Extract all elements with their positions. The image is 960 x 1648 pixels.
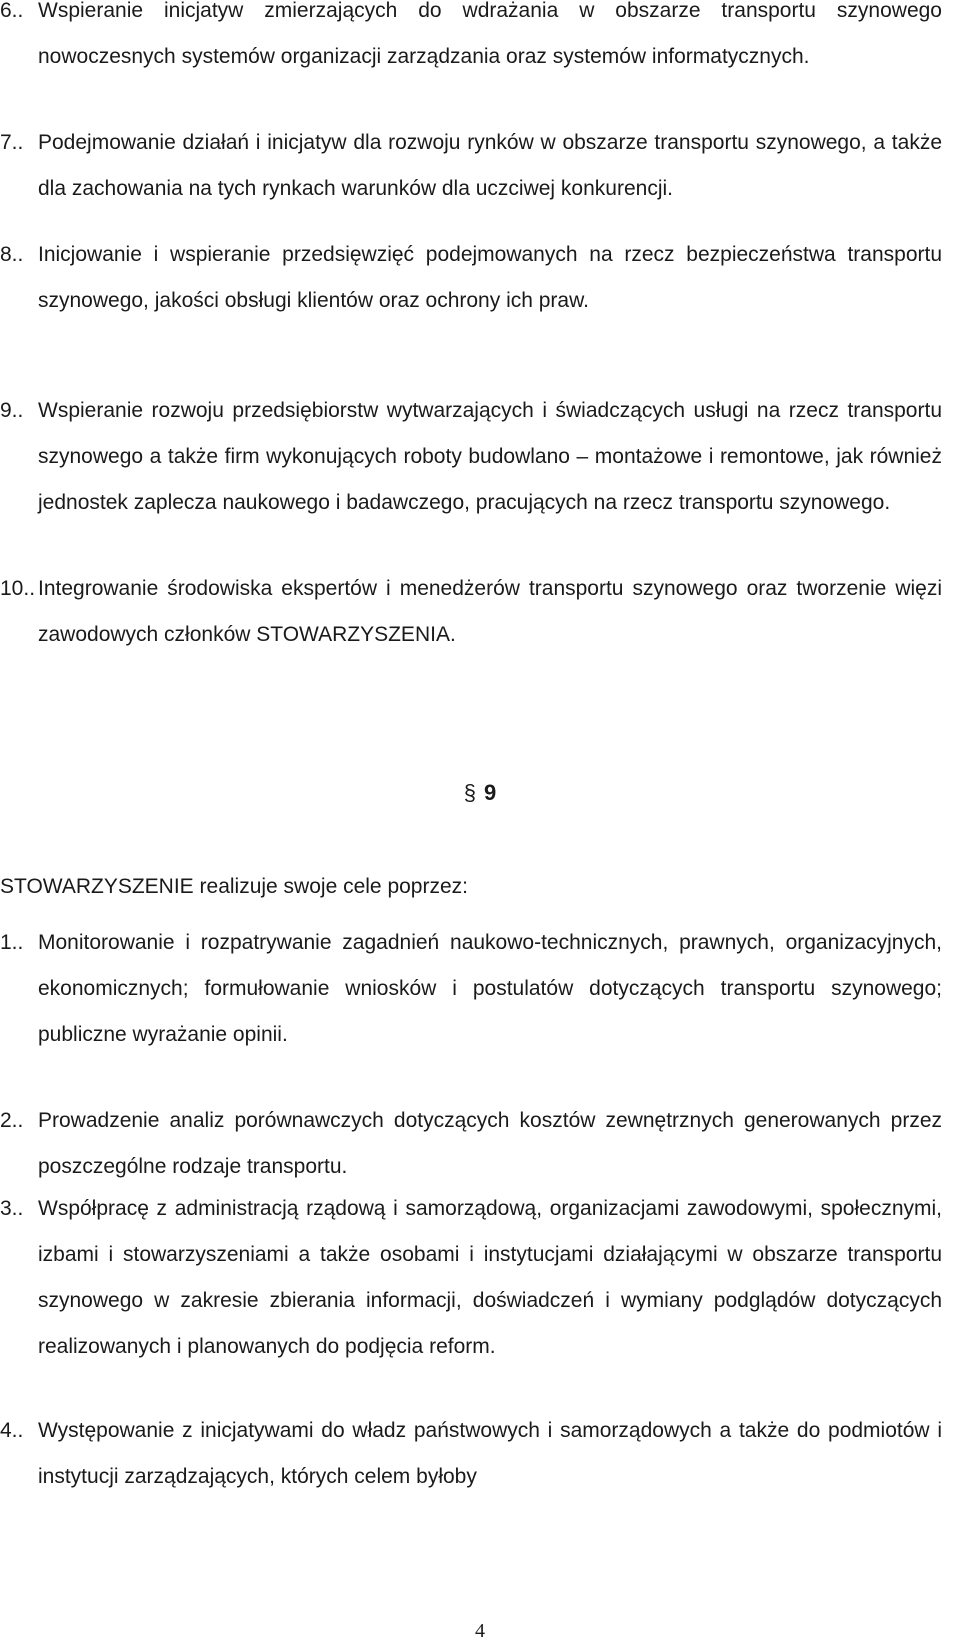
item-text: Współpracę z administracją rządową i samorządową, organizacjami zawodowymi, społecznymi, izbami i stowarzyszeniami a także osobami i instytucjami działającymi w obszarze transportu szynowego w zakresie zbierania informacji, doświadczeń i wymiany podglądów dotyczących realizowanych i planowanych do podjęcia reform. (38, 1197, 942, 1358)
item-text: Inicjowanie i wspieranie przedsięwzięć podejmowanych na rzecz bezpieczeństwa transportu szynowego, jakości obsługi klientów oraz ochrony ich praw. (38, 243, 942, 312)
item-text: Podejmowanie działań i inicjatyw dla rozwoju rynków w obszarze transportu szynowego, a także dla zachowania na tych rynkach warunków dla uczciwej konkurencji. (38, 131, 942, 200)
item-text: Monitorowanie i rozpatrywanie zagadnień naukowo-technicznych, prawnych, organizacyjnych, ekonomicznych; formułowanie wniosków i postulatów dotyczących transportu szynowego; publiczne wyrażanie opinii. (38, 931, 942, 1046)
section-heading (0, 780, 960, 806)
item-number: 4.. (0, 1419, 24, 1442)
intro-line: STOWARZYSZENIE realizuje swoje cele poprzez: (0, 875, 468, 898)
goal-item-7 (0, 120, 942, 212)
goal-item-10 (0, 566, 942, 658)
method-item-3 (0, 1186, 942, 1370)
item-text: Wspieranie inicjatyw zmierzających do wdrażania w obszarze transportu szynowego nowoczesnych systemów organizacji zarządzania oraz systemów informatycznych. (38, 0, 942, 68)
item-text: Prowadzenie analiz porównawczych dotyczących kosztów zewnętrznych generowanych przez poszczególne rodzaje transportu. (38, 1109, 942, 1178)
method-item-4 (0, 1408, 942, 1500)
item-text: Wspieranie rozwoju przedsiębiorstw wytwarzających i świadczących usługi na rzecz transportu szynowego a także firm wykonujących roboty budowlano – montażowe i remontowe, jak również jednostek zaplecza naukowego i badawczego, pracujących na rzecz transportu szynowego. (38, 399, 942, 514)
item-number: 10.. (0, 577, 36, 600)
item-number: 1.. (0, 931, 24, 954)
item-text: Występowanie z inicjatywami do władz państwowych i samorządowych a także do podmiotów i instytucji zarządzających, których celem byłoby (38, 1419, 942, 1488)
section-symbol: § (463, 780, 476, 805)
item-text: Integrowanie środowiska ekspertów i menedżerów transportu szynowego oraz tworzenie więzi zawodowych członków STOWARZYSZENIA. (38, 577, 942, 646)
goal-item-6 (0, 0, 942, 80)
item-number: 7.. (0, 131, 24, 154)
goal-item-8 (0, 232, 942, 324)
item-number: 9.. (0, 399, 24, 422)
item-number: 3.. (0, 1197, 24, 1220)
page-number: 4 (475, 1620, 485, 1642)
goal-item-9 (0, 388, 942, 526)
section-number: 9 (484, 780, 497, 805)
item-number: 6.. (0, 0, 24, 22)
item-number: 8.. (0, 243, 24, 266)
item-number: 2.. (0, 1109, 24, 1132)
method-item-2 (0, 1098, 942, 1190)
method-item-1 (0, 920, 942, 1058)
